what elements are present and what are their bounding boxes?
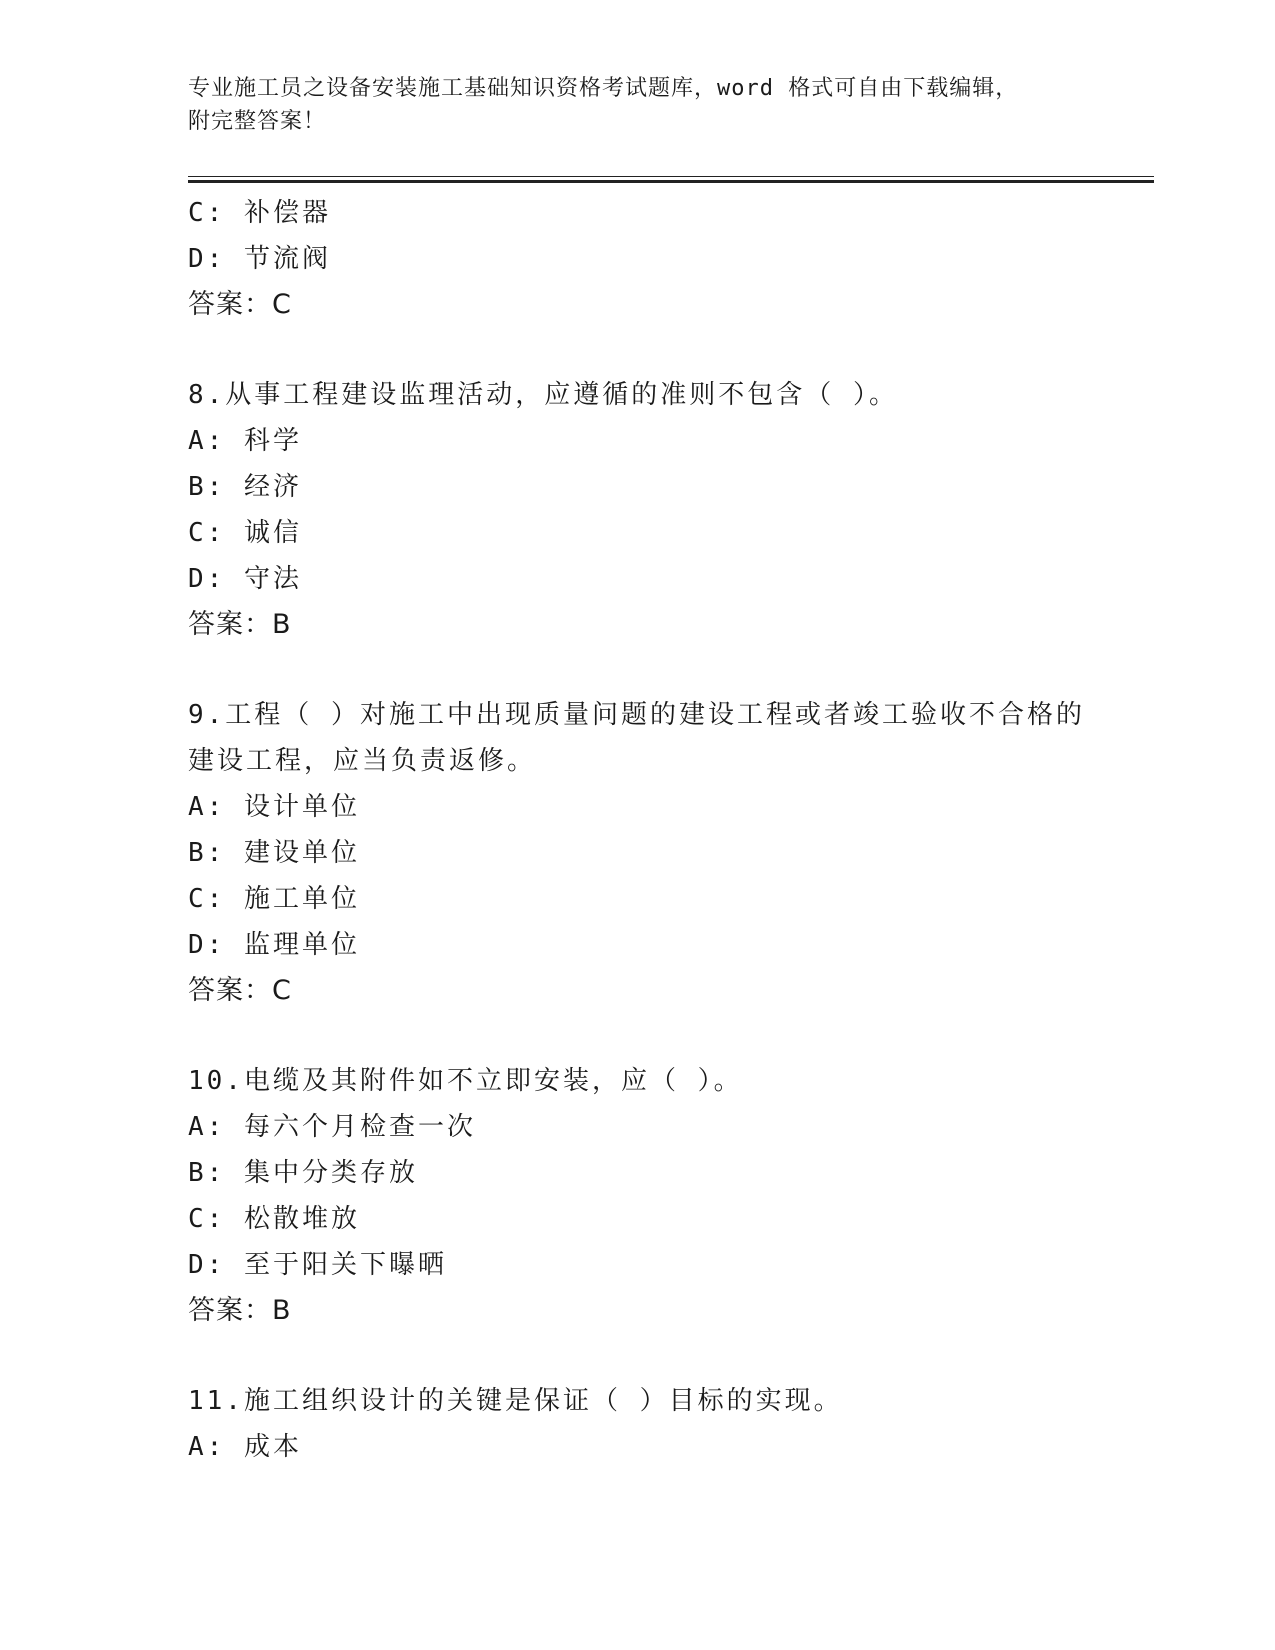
option-a: A: 设计单位 [188, 792, 360, 822]
question-tail [188, 190, 1154, 328]
document-header [188, 72, 1088, 138]
header-line-2: 附完整答案！ [188, 109, 327, 134]
answer: 答案：B [188, 1295, 292, 1326]
question-stem: 8.从事工程建设监理活动，应遵循的准则不包含（ ）。 [188, 380, 898, 410]
option-d: D: 守法 [188, 564, 302, 594]
question-stem-continued: 建设工程，应当负责返修。 [188, 746, 537, 776]
option-c: C: 松散堆放 [188, 1204, 360, 1234]
option-c: C: 施工单位 [188, 884, 360, 914]
option-b: B: 建设单位 [188, 838, 360, 868]
header-line-1: 专业施工员之设备安装施工基础知识资格考试题库，word 格式可自由下载编辑， [188, 76, 1019, 101]
question-stem: 10.电缆及其附件如不立即安装，应（ ）。 [188, 1066, 743, 1096]
option-b: B: 集中分类存放 [188, 1158, 418, 1188]
answer: 答案：C [188, 975, 292, 1006]
option-d: D: 至于阳关下曝晒 [188, 1250, 447, 1280]
option-a: A: 科学 [188, 426, 302, 456]
option-a: A: 每六个月检查一次 [188, 1112, 476, 1142]
option-d: D: 监理单位 [188, 930, 360, 960]
option-c: C: 诚信 [188, 518, 302, 548]
option-b: B: 经济 [188, 472, 302, 502]
question-stem: 11.施工组织设计的关键是保证（ ）目标的实现。 [188, 1386, 843, 1416]
option-c: C: 补偿器 [188, 198, 331, 228]
question-10 [188, 1058, 1154, 1334]
question-9 [188, 692, 1154, 1014]
header-rule-thin [188, 176, 1154, 177]
answer: 答案：B [188, 609, 292, 640]
question-list [188, 190, 1154, 1470]
question-stem: 9.工程（ ）对施工中出现质量问题的建设工程或者竣工验收不合格的 [188, 700, 1085, 730]
option-d: D: 节流阀 [188, 244, 331, 274]
question-11 [188, 1378, 1154, 1470]
option-a: A: 成本 [188, 1432, 302, 1462]
header-rule-thick [188, 180, 1154, 183]
answer: 答案：C [188, 289, 292, 320]
question-8 [188, 372, 1154, 648]
